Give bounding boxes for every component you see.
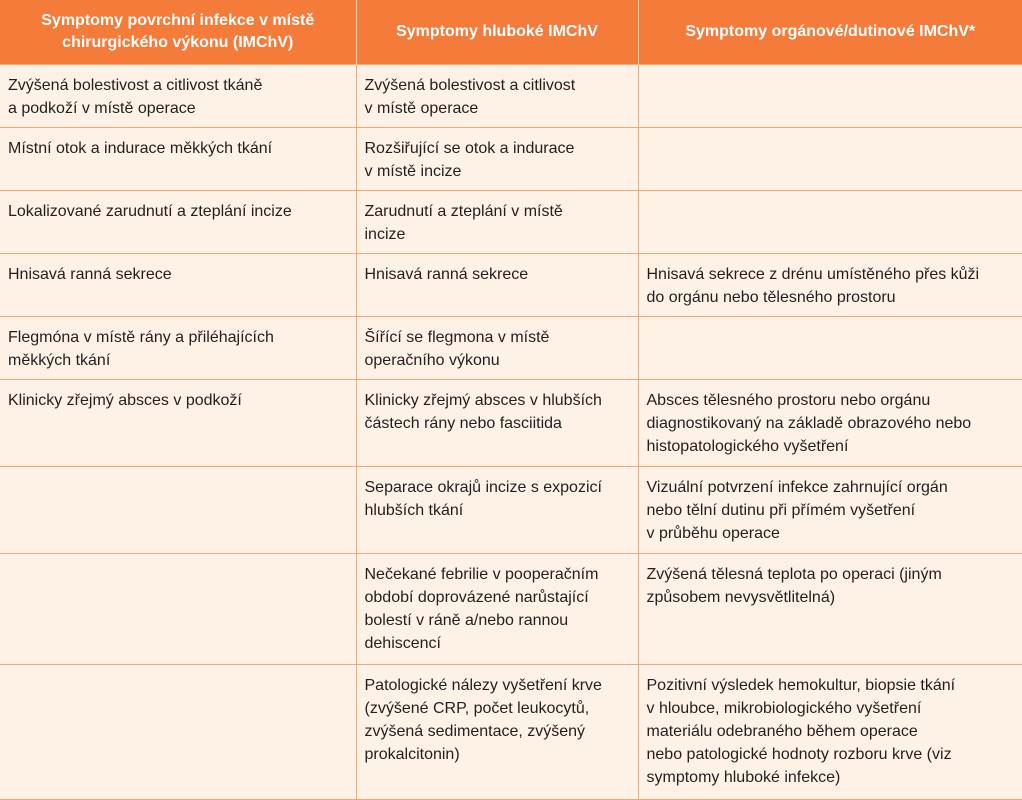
header-superficial-infection: Symptomy povrchní infekce v místě chirurgického výkonu (IMChV) <box>0 0 356 64</box>
table-cell: Separace okrajů incize s expozicí hlubších tkání <box>356 467 638 554</box>
table-cell <box>638 64 1022 127</box>
table-cell: Zvýšená bolestivost a citlivost v místě operace <box>356 64 638 127</box>
table-cell: Klinicky zřejmý absces v hlubších částech rány nebo fasciitida <box>356 380 638 467</box>
table-cell <box>638 190 1022 253</box>
table-cell: Šířící se flegmona v místě operačního výkonu <box>356 317 638 380</box>
table-row <box>0 253 1022 316</box>
table-cell <box>638 127 1022 190</box>
table-row <box>0 554 1022 664</box>
table-row <box>0 64 1022 127</box>
table-cell: Zvýšená tělesná teplota po operaci (jiným způsobem nevysvětlitelná) <box>638 554 1022 664</box>
table-row <box>0 467 1022 554</box>
table-cell <box>0 664 356 799</box>
table-row <box>0 380 1022 467</box>
table-cell: Hnisavá ranná sekrece <box>0 253 356 316</box>
table-cell: Vizuální potvrzení infekce zahrnující orgán nebo tělní dutinu při přímém vyšetření v průběhu operace <box>638 467 1022 554</box>
table-row <box>0 317 1022 380</box>
table-cell <box>0 467 356 554</box>
table-cell: Absces tělesného prostoru nebo orgánu diagnostikovaný na základě obrazového nebo histopatologického vyšetření <box>638 380 1022 467</box>
table-cell: Místní otok a indurace měkkých tkání <box>0 127 356 190</box>
table-cell: Lokalizované zarudnutí a zteplání incize <box>0 190 356 253</box>
table-row <box>0 127 1022 190</box>
table-cell: Zarudnutí a zteplání v místě incize <box>356 190 638 253</box>
table-cell: Hnisavá ranná sekrece <box>356 253 638 316</box>
table-cell: Rozšiřující se otok a indurace v místě incize <box>356 127 638 190</box>
table-row <box>0 190 1022 253</box>
table-cell: Patologické nálezy vyšetření krve (zvýšené CRP, počet leukocytů, zvýšená sedimentace, zvýšený prokalcitonin) <box>356 664 638 799</box>
table-cell: Zvýšená bolestivost a citlivost tkáně a podkoží v místě operace <box>0 64 356 127</box>
table-cell: Nečekané febrilie v pooperačním období doprovázené narůstající bolestí v ráně a/nebo rannou dehiscencí <box>356 554 638 664</box>
table-header-row <box>0 0 1022 64</box>
table-cell <box>0 554 356 664</box>
header-deep-infection: Symptomy hluboké IMChV <box>356 0 638 64</box>
header-organ-cavity-infection: Symptomy orgánové/dutinové IMChV* <box>638 0 1022 64</box>
table-cell <box>638 317 1022 380</box>
table-cell: Flegmóna v místě rány a přiléhajících měkkých tkání <box>0 317 356 380</box>
table-cell: Pozitivní výsledek hemokultur, biopsie tkání v hloubce, mikrobiologického vyšetření materiálu odebraného během operace nebo patologické hodnoty rozboru krve (viz symptomy hluboké infekce) <box>638 664 1022 799</box>
table-row <box>0 664 1022 799</box>
table-cell: Klinicky zřejmý absces v podkoží <box>0 380 356 467</box>
table-cell: Hnisavá sekrece z drénu umístěného přes kůži do orgánu nebo tělesného prostoru <box>638 253 1022 316</box>
